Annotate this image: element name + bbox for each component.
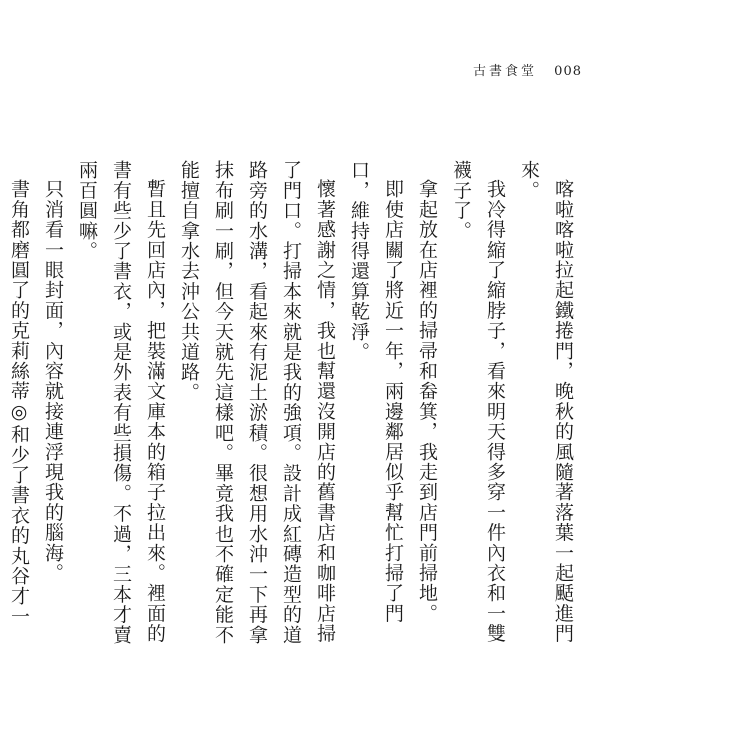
body-text [8,160,580,660]
paragraph: 暫且先回店內，把裝滿文庫本的箱子拉出來。裡面的書有些少了書衣，或是外表有些損傷。不過，三本才賣兩百圓嘛。 [76,160,166,645]
paragraph: 懷著感謝之情，我也幫還沒開店的舊書店和咖啡店掃了門口。打掃本來就是我的強項。設計成紅磚造型的道路旁的水溝，看起來有泥土淤積。很想用水沖一下再拿抹布刷一刷，但今天就先這樣吧。畢竟我也不確定能不能擅自拿水去沖公共道路。 [178,160,336,645]
paragraph: 只消看一眼封面，內容就接連浮現我的腦海。 [42,179,64,583]
paragraph: 書角都磨圓了的克莉絲蒂◎和少了書衣的丸谷才一 [8,179,30,627]
page-number: 008 [554,64,582,79]
paragraph: 拿起放在店裡的掃帚和畚箕，我走到店門前掃地。 [416,179,438,624]
book-title: 古書食堂 [473,64,538,79]
running-head [473,60,582,79]
paragraph: 喀啦喀啦拉起鐵捲門，晚秋的風隨著落葉一起颳進門來。 [518,160,574,644]
paragraph: 我冷得縮了縮脖子，看來明天得多穿一件內衣和一雙襪子了。 [450,160,506,644]
paragraph: 即使店關了將近一年，兩邊鄰居似乎幫忙打掃了門口，維持得還算乾淨。 [348,160,404,624]
